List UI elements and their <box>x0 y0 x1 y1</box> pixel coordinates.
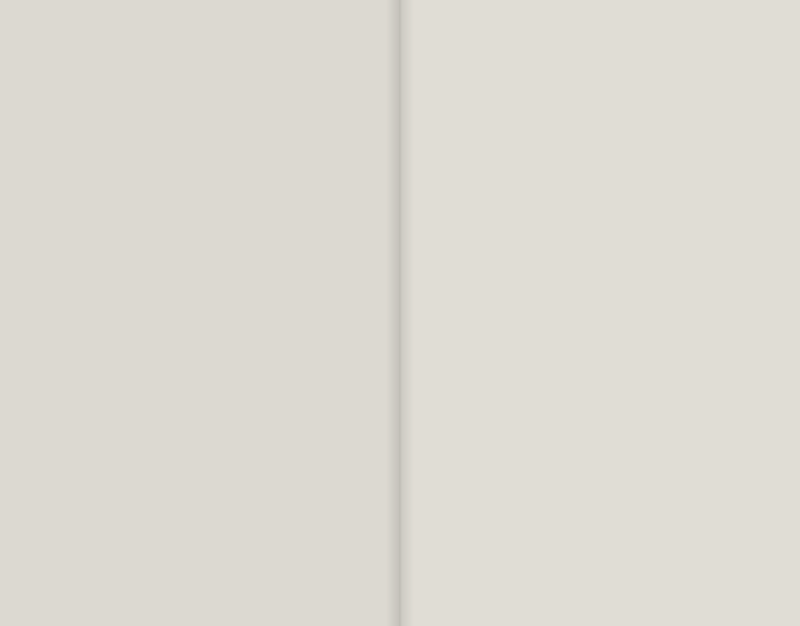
carried-forward-left <box>172 605 202 616</box>
right-page <box>400 0 800 626</box>
book-gutter <box>386 0 414 626</box>
carried-forward-right <box>574 572 606 583</box>
